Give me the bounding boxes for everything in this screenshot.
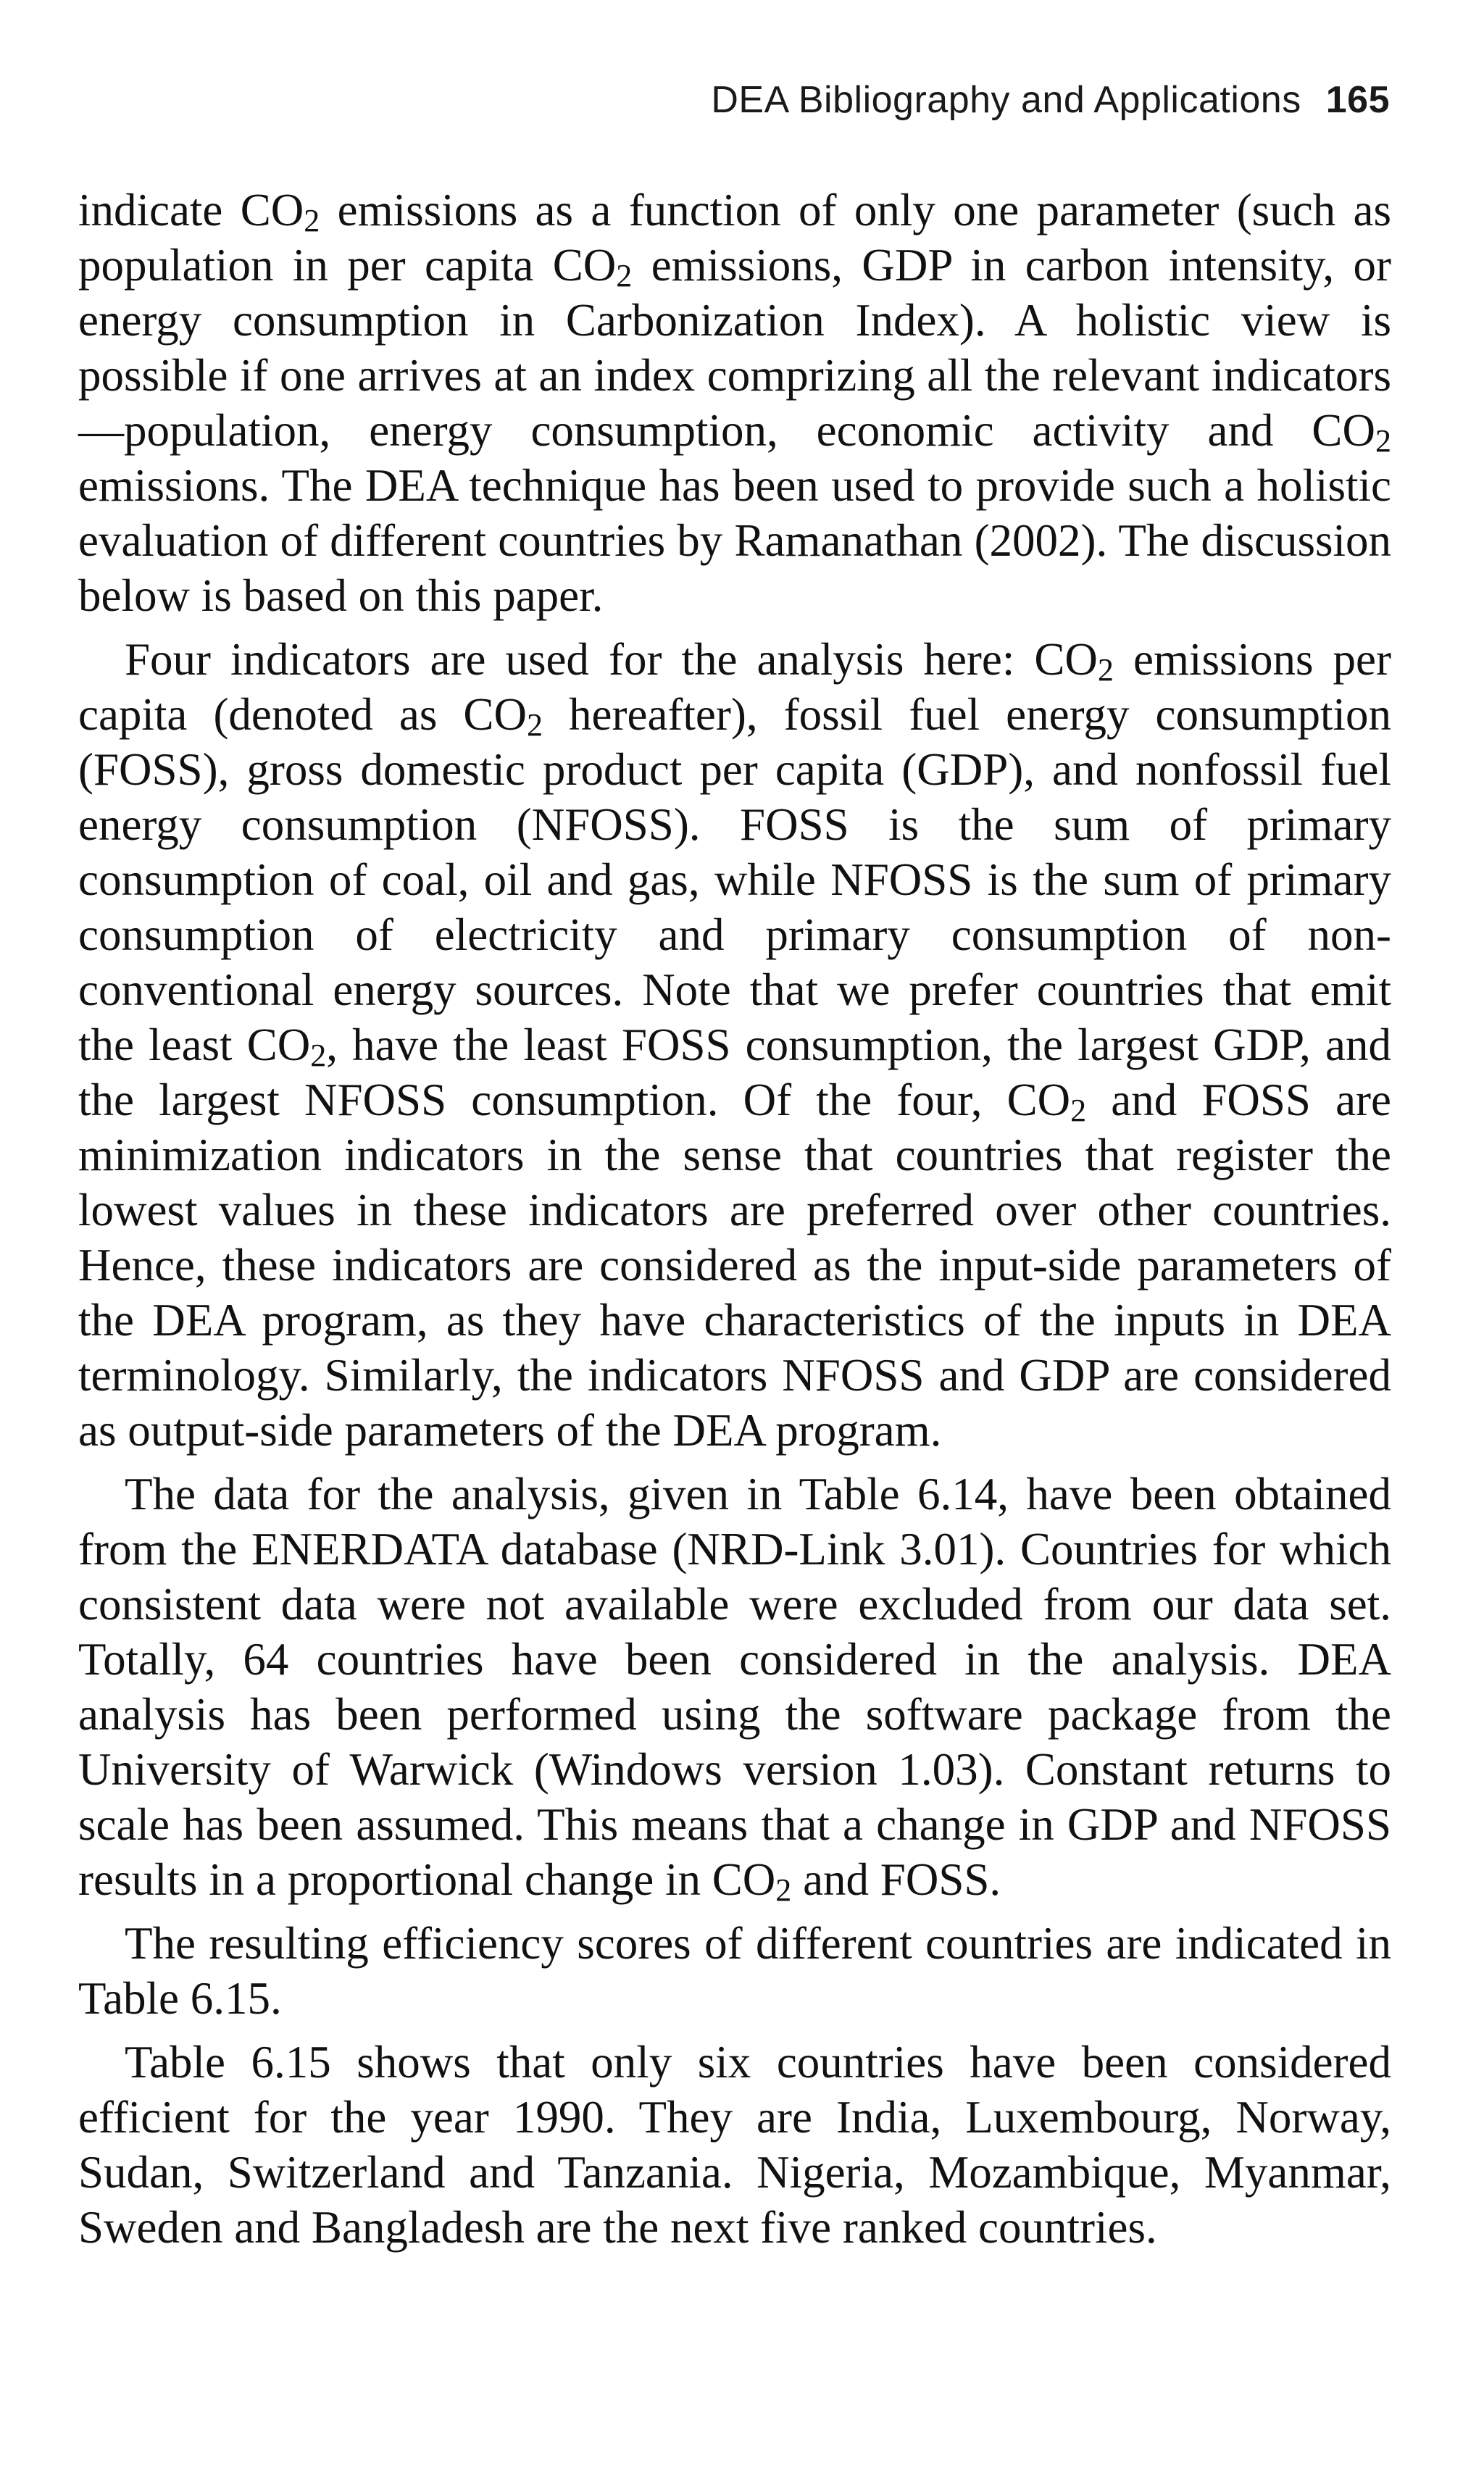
page-number: 165 [1325,79,1390,121]
paragraph [78,1916,1391,2026]
paragraph [78,1467,1391,1907]
subscript: 2 [1070,1092,1087,1128]
text-run: The resulting efficiency scores of different countries are indicated in Table 6.15. [78,1918,1391,2024]
paragraph [78,183,1391,623]
body-text [78,183,1391,2255]
text-run: The data for the analysis, given in Table 6.14, have been obtained from the ENERDATA database (NRD-Link 3.01). Countries for which consistent data were not available were excluded from our data set. Totally, 64 countries have been considered in the analysis. DEA analysis has been performed using the software package from the University of Warwick (Windows version 1.03). Constant returns to scale has been assumed. This means that a change in GDP and NFOSS results in a proportional change in CO [78,1469,1391,1905]
paragraph [78,2035,1391,2255]
subscript: 2 [304,202,320,238]
text-run: emissions per capita (denoted as CO [78,634,1392,740]
subscript: 2 [616,257,633,293]
subscript: 2 [1375,422,1391,459]
subscript: 2 [310,1037,327,1073]
text-run: emissions, GDP in carbon intensity, or energy consumption in Carbonization Index). A holistic view is possible if one arrives at an index comprizing all the relevant indicators—population, energy consumption, economic activity and CO [78,240,1391,456]
running-header [78,78,1390,122]
paragraph [78,632,1391,1458]
text-run: , have the least FOSS consumption, the largest GDP, and the largest NFOSS consumption. Of the four, CO [78,1019,1391,1125]
text-run: Four indicators are used for the analysis here: CO [125,634,1098,685]
text-run: and FOSS are minimization indicators in the sense that countries that register the lowest values in these indicators are preferred over other countries. Hence, these indicators are considered as the input-side parameters of the DEA program, as they have characteristics of the inputs in DEA terminology. Similarly, the indicators NFOSS and GDP are considered as output-side parameters of the DEA program. [78,1075,1391,1456]
text-run: Table 6.15 shows that only six countries have been considered efficient for the year 1990. They are India, Luxembourg, Norway, Sudan, Switzerland and Tanzania. Nigeria, Mozambique, Myanmar, Sweden and Bangladesh are the next five ranked countries. [78,2037,1391,2253]
text-run: hereafter), fossil fuel energy consumption (FOSS), gross domestic product per capita (GDP), and nonfossil fuel energy consumption (NFOSS). FOSS is the sum of primary consumption of coal, oil and gas, while NFOSS is the sum of primary consumption of electricity and primary consumption of non-conventional energy sources. Note that we prefer countries that emit the least CO [78,689,1391,1070]
text-run: emissions as a function of only one parameter (such as population in per capita CO [78,185,1391,291]
subscript: 2 [775,1872,792,1908]
subscript: 2 [526,706,543,743]
text-run: indicate CO [78,185,304,235]
text-run: and FOSS. [791,1854,1001,1905]
running-title: DEA Bibliography and Applications [711,79,1301,121]
text-run: emissions. The DEA technique has been used to provide such a holistic evaluation of different countries by Ramanathan (2002). The discussion below is based on this paper. [78,460,1391,621]
subscript: 2 [1097,651,1114,688]
